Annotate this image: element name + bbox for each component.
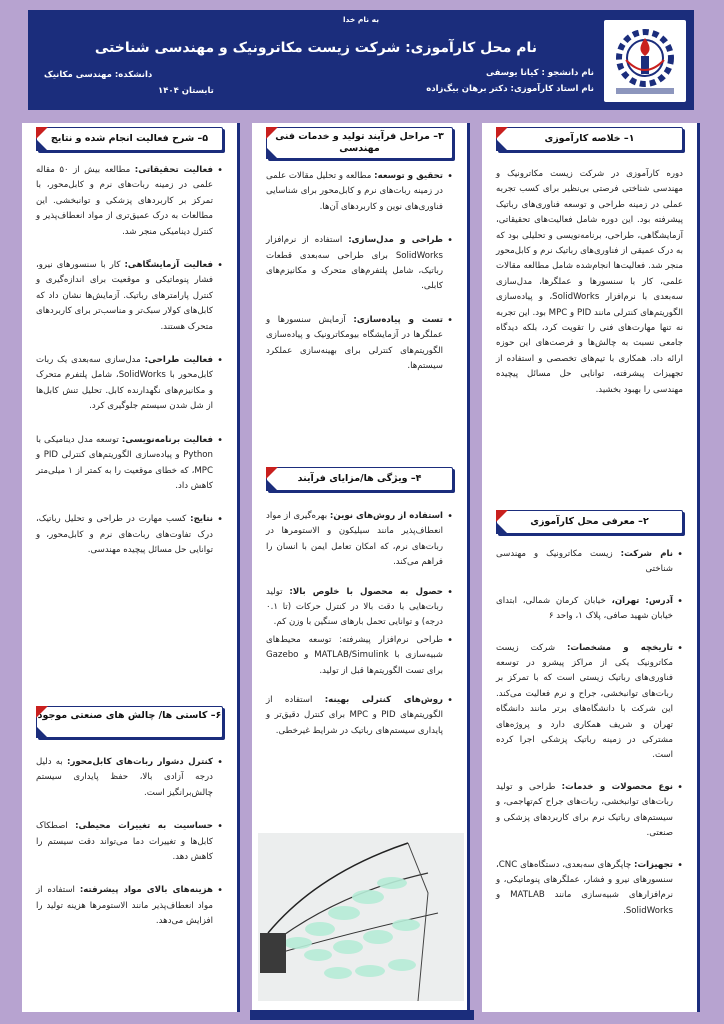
list-item: • فعالیت تحقیقاتی: مطالعه بیش از ۵۰ مقاله علمی در زمینه ربات‌های نرم و کابل‌محور، با تمرکز بر کاربردهای پزشکی و توانبخشی. این مطالعات به درک عمیق‌تری از مواد انعطاف‌پذیر و کنترل دینامیکی منجر شد. (36, 163, 223, 240)
list-item: • روش‌های کنترلی بهینه: استفاده از الگوریتم‌های PID و MPC برای کنترل دقیق‌تر و پایداری سیستم‌های رباتیک در شرایط غیرخطی. (266, 693, 453, 739)
list-item: • هزینه‌های بالای مواد پیشرفته: استفاده از مواد انعطاف‌پذیر مانند الاستومرها هزینه تولید را افزایش می‌دهد. (36, 883, 223, 929)
faculty-name: دانشکده: مهندسی مکانیک (44, 70, 153, 80)
workplace-list (496, 547, 683, 933)
section-title-activities: ۵– شرح فعالیت انجام شده و نتایج (36, 127, 223, 151)
right-column (482, 123, 700, 1012)
challenges-list (36, 755, 223, 944)
list-item: • تجهیزات: چاپگرهای سه‌بعدی، دستگاه‌های CNC، سنسورهای نیرو و فشار، عملگرهای پنوماتیکی، و نرم‌افزارهای شبیه‌سازی مانند MATLAB و SolidWorks. (496, 858, 683, 920)
list-item: • فعالیت برنامه‌نویسی: توسعه مدل دینامیکی با Python و پیاده‌سازی الگوریتم‌های کنترلی PID و MPC، که خطای موقعیت را به کمتر از ۱ میلی‌متر کاهش داد. (36, 433, 223, 495)
page-title: نام محل کارآموزی: شرکت زیست مکاترونیک و مهندسی شناختی (94, 40, 538, 56)
robot-photo (258, 833, 464, 1001)
term-label: تابستان ۱۴۰۴ (158, 86, 214, 96)
left-column (22, 123, 240, 1012)
list-item: • تست و پیاده‌سازی: آزمایش سنسورها و عملگرها در آزمایشگاه بیومکاترونیک و پیاده‌سازی الگوریتم‌های کنترلی برای بهینه‌سازی عملکرد سیستم‌ها. (266, 313, 453, 375)
list-item: • طراحی نرم‌افزار پیشرفته: توسعه محیط‌های شبیه‌سازی با MATLAB/Simulink و Gazebo برای تست الگوریتم‌ها قبل از تولید. (266, 633, 453, 679)
list-item: • حساسیت به تغییرات محیطی: اصطکاک کابل‌ها و تغییرات دما می‌تواند دقت سیستم را کاهش دهد. (36, 819, 223, 865)
bismillah: به نام خدا (342, 15, 380, 24)
list-item: • تاریخچه و مشخصات: شرکت زیست مکاترونیک یکی از مراکز پیشرو در توسعه فناوری‌های رباتیک زیستی است که با تمرکز بر ربات‌های توانبخشی، جراح و نرم فعالیت می‌کند. این شرکت با دانشگاه‌های برتر مانند دانشگاه تهران و شریف همکاری دارد و پروژه‌های مشترکی در زمینه رباتیک پزشکی اجرا کرده است. (496, 641, 683, 764)
list-item: • تحقیق و توسعه: مطالعه و تحلیل مقالات علمی در زمینه ربات‌های نرم و کابل‌محور برای شناسایی فناوری‌های نوین و کاربردهای آن‌ها. (266, 169, 453, 215)
section-title-summary: ۱– خلاصه کارآموزی (496, 127, 683, 151)
section-title-process: ۳– مراحل فرآیند تولید و خدمات فنی مهندسی (266, 127, 453, 159)
list-item: • نتایج: کسب مهارت در طراحی و تحلیل رباتیک، درک تفاوت‌های ربات‌های نرم و کابل‌محور، و توانایی حل مسائل پیچیده مهندسی. (36, 512, 223, 558)
list-item: • فعالیت طراحی: مدل‌سازی سه‌بعدی یک ربات کابل‌محور با SolidWorks، شامل پلتفرم متحرک و مکانیزم‌های نگهدارنده کابل. تحلیل تنش کابل‌ها از شل شدن سیستم جلوگیری کرد. (36, 353, 223, 415)
advisor-name: نام استاد کارآموزی: دکتر برهان بیگ‌زاده (426, 84, 594, 94)
list-item: • فعالیت آزمایشگاهی: کار با سنسورهای نیرو، فشار پنوماتیکی و موقعیت برای اندازه‌گیری و کنترل پارامترهای رباتیک. آزمایش‌ها نشان داد که کابل‌های کولار سبک‌تر و مناسب‌تر برای کاربردهای متحرک هستند. (36, 258, 223, 335)
university-logo (604, 20, 686, 102)
list-item: • نوع محصولات و خدمات: طراحی و تولید ربات‌های توانبخشی، ربات‌های جراح کم‌تهاجمی، و سیستم‌های رباتیک نرم برای کاربردهای پزشکی و صنعتی. (496, 780, 683, 842)
section-title-features: ۴– ویژگی ها/مزایای فرآیند (266, 467, 453, 491)
logo-gear-icon (604, 20, 686, 102)
features-list (266, 509, 453, 753)
list-item: • طراحی و مدل‌سازی: استفاده از نرم‌افزار SolidWorks برای طراحی سه‌بعدی قطعات رباتیک، شامل پلتفرم‌های متحرک و مکانیزم‌های کابلی. (266, 233, 453, 295)
list-item: • نام شرکت: زیست مکاترونیک و مهندسی شناختی (496, 547, 683, 578)
process-list (266, 169, 453, 388)
list-item: • حصول به محصول با خلوص بالا: تولید ربات‌هایی با دقت بالا در کنترل حرکات (تا ۰.۱ درجه) و توانایی تحمل بارهای سنگین با وزن کم. (266, 585, 453, 631)
middle-column (252, 123, 470, 1012)
bottom-accent-bar (250, 1010, 474, 1020)
poster-header (28, 10, 694, 110)
section-title-workplace: ۲– معرفی محل کارآموزی (496, 510, 683, 534)
soft-robot-arm-icon (258, 833, 464, 1001)
list-item: • آدرس: تهران، خیابان کرمان شمالی، ابتدای خیابان شهید صافی، پلاک ۱، واحد ۶ (496, 594, 683, 625)
activities-list (36, 163, 223, 573)
list-item: • استفاده از روش‌های نوین: بهره‌گیری از مواد انعطاف‌پذیر مانند سیلیکون و الاستومرها در ربات‌های نرم، که امکان تعامل ایمن با انسان را فراهم می‌کند. (266, 509, 453, 571)
student-name: نام دانشجو : کیانا یوسفی (485, 68, 594, 78)
section-title-challenges: ۶– کاستی ها/ چالش های صنعتی موجود (36, 706, 223, 738)
summary-text: دوره کارآموزی در شرکت زیست مکاترونیک و مهندسی شناختی فرصتی بی‌نظیر برای کسب تجربه عملی در زمینه طراحی و توسعه فناوری‌های رباتیک پیشرفته بود. این دوره شامل فعالیت‌های تحقیقاتی، آزمایشگاهی، طراحی، برنامه‌نویسی و تحلیلی بود که به درک عمیقی از فناوری‌های رباتیک نرم و کابل‌محور منجر شد. فعالیت‌ها انجام‌شده شامل مطالعه مقالات علمی، کار با سنسورها و عملگرها، مدل‌سازی سه‌بعدی با نرم‌افزار SolidWorks، و پیاده‌سازی الگوریتم‌های کنترلی مانند PID و MPC بود. این تجربه نه تنها مهارت‌های فنی را تقویت کرد، بلکه دیدگاه جامعی نسبت به چالش‌ها و فرصت‌های این حوزه ارائه داد. همکاری با تیم‌های تخصصی و استفاده از تجهیزات پیشرفته، توانایی حل مسائل پیچیده مهندسی را بهبود بخشید. (496, 169, 684, 395)
list-item: • کنترل دشوار ربات‌های کابل‌محور: به دلیل درجه آزادی بالا، حفظ پایداری سیستم چالش‌برانگیز است. (36, 755, 223, 801)
